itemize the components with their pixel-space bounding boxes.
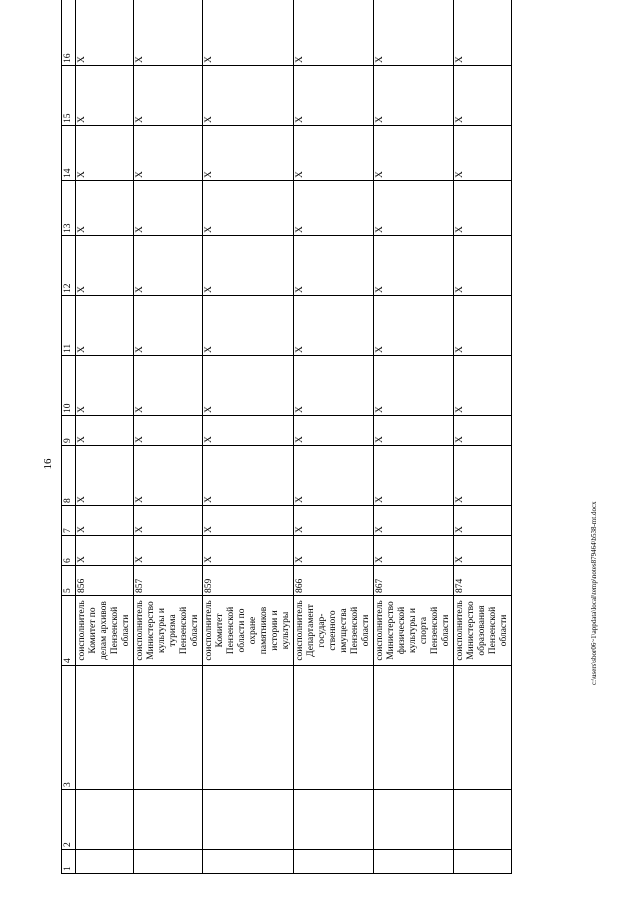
mark-cell: X	[454, 236, 512, 296]
mark-cell: X	[76, 236, 134, 296]
agency-cell	[294, 596, 374, 666]
mark-cell: X	[76, 296, 134, 356]
mark-cell: X	[134, 416, 203, 446]
table-row	[294, 0, 374, 874]
mark-cell: X	[294, 446, 374, 506]
mark-cell: X	[294, 181, 374, 236]
empty-cell	[76, 666, 134, 790]
code-cell: 859	[203, 566, 294, 596]
mark-cell: X	[374, 181, 454, 236]
column-header-3: 3	[62, 666, 76, 790]
mark-cell: X	[454, 181, 512, 236]
agency-name: Департамент государ-ственного имущества Пензенской области	[306, 604, 371, 657]
mark-cell: X	[76, 181, 134, 236]
agency-cell	[454, 596, 512, 666]
table-row	[454, 0, 512, 874]
empty-cell	[76, 850, 134, 874]
mark-cell: X	[76, 416, 134, 446]
header-row	[62, 0, 76, 874]
role-label: соисполнитель	[204, 600, 214, 661]
column-header-16: 16	[62, 0, 76, 66]
role-label: соисполнитель	[295, 600, 305, 661]
mark-cell: X	[203, 66, 294, 126]
table-row	[374, 0, 454, 874]
column-header-10: 10	[62, 356, 76, 416]
mark-cell: X	[294, 416, 374, 446]
mark-cell: X	[134, 0, 203, 66]
mark-cell: X	[454, 416, 512, 446]
mark-cell: X	[294, 506, 374, 536]
agency-name: Комитет по делам архивов Пензенской области	[88, 601, 131, 660]
column-header-1: 1	[62, 850, 76, 874]
mark-cell: X	[76, 66, 134, 126]
code-cell: 874	[454, 566, 512, 596]
mark-cell: X	[454, 536, 512, 566]
mark-cell: X	[374, 536, 454, 566]
empty-cell	[454, 666, 512, 790]
column-header-12: 12	[62, 236, 76, 296]
empty-cell	[454, 850, 512, 874]
budget-table-rotated	[61, 16, 529, 874]
table-row	[134, 0, 203, 874]
mark-cell: X	[134, 446, 203, 506]
mark-cell: X	[454, 446, 512, 506]
column-header-9: 9	[62, 416, 76, 446]
mark-cell: X	[294, 126, 374, 181]
mark-cell: X	[294, 356, 374, 416]
code-cell: 857	[134, 566, 203, 596]
mark-cell: X	[134, 126, 203, 181]
code-cell: 867	[374, 566, 454, 596]
agency-name: Комитет Пензенской области по охране памятников истории и культуры	[215, 606, 291, 655]
column-header-8: 8	[62, 446, 76, 506]
mark-cell: X	[76, 536, 134, 566]
mark-cell: X	[294, 536, 374, 566]
code-cell: 866	[294, 566, 374, 596]
empty-cell	[454, 790, 512, 850]
agency-cell	[374, 596, 454, 666]
empty-cell	[203, 850, 294, 874]
mark-cell: X	[203, 236, 294, 296]
mark-cell: X	[203, 181, 294, 236]
column-header-14: 14	[62, 126, 76, 181]
mark-cell: X	[134, 356, 203, 416]
budget-table	[61, 0, 512, 874]
mark-cell: X	[454, 296, 512, 356]
role-label: соисполнитель	[135, 600, 145, 661]
mark-cell: X	[374, 126, 454, 181]
mark-cell: X	[294, 0, 374, 66]
empty-cell	[374, 666, 454, 790]
mark-cell: X	[374, 416, 454, 446]
mark-cell: X	[203, 536, 294, 566]
mark-cell: X	[134, 296, 203, 356]
mark-cell: X	[374, 356, 454, 416]
empty-cell	[294, 790, 374, 850]
mark-cell: X	[374, 236, 454, 296]
role-label: соисполнитель	[455, 600, 465, 661]
mark-cell: X	[454, 126, 512, 181]
mark-cell: X	[203, 416, 294, 446]
mark-cell: X	[374, 446, 454, 506]
mark-cell: X	[294, 296, 374, 356]
page-number: 16	[42, 458, 54, 470]
agency-name: Министерство физической культуры и спорта Пензенской области	[386, 601, 451, 660]
mark-cell: X	[374, 506, 454, 536]
mark-cell: X	[134, 181, 203, 236]
mark-cell: X	[374, 0, 454, 66]
mark-cell: X	[134, 506, 203, 536]
empty-cell	[203, 790, 294, 850]
mark-cell: X	[294, 66, 374, 126]
mark-cell: X	[374, 296, 454, 356]
mark-cell: X	[203, 126, 294, 181]
mark-cell: X	[76, 446, 134, 506]
table-body	[76, 0, 512, 874]
column-header-5: 5	[62, 566, 76, 596]
table-row	[203, 0, 294, 874]
role-label: соисполнитель	[375, 600, 385, 661]
agency-name: Министерство образования Пензенской области	[466, 601, 509, 660]
empty-cell	[203, 666, 294, 790]
agency-cell	[134, 596, 203, 666]
empty-cell	[294, 850, 374, 874]
empty-cell	[134, 666, 203, 790]
table-row	[76, 0, 134, 874]
mark-cell: X	[134, 66, 203, 126]
code-cell: 856	[76, 566, 134, 596]
mark-cell: X	[76, 506, 134, 536]
mark-cell: X	[203, 446, 294, 506]
column-header-15: 15	[62, 66, 76, 126]
empty-cell	[134, 850, 203, 874]
mark-cell: X	[454, 356, 512, 416]
column-header-4: 4	[62, 596, 76, 666]
column-header-6: 6	[62, 536, 76, 566]
empty-cell	[76, 790, 134, 850]
agency-cell	[76, 596, 134, 666]
mark-cell: X	[203, 506, 294, 536]
empty-cell	[294, 666, 374, 790]
mark-cell: X	[76, 356, 134, 416]
column-header-7: 7	[62, 506, 76, 536]
mark-cell: X	[203, 0, 294, 66]
mark-cell: X	[454, 506, 512, 536]
mark-cell: X	[76, 0, 134, 66]
mark-cell: X	[134, 236, 203, 296]
mark-cell: X	[454, 66, 512, 126]
empty-cell	[374, 790, 454, 850]
column-header-13: 13	[62, 181, 76, 236]
column-header-11: 11	[62, 296, 76, 356]
mark-cell: X	[374, 66, 454, 126]
mark-cell: X	[294, 236, 374, 296]
mark-cell: X	[134, 536, 203, 566]
agency-cell	[203, 596, 294, 666]
mark-cell: X	[454, 0, 512, 66]
mark-cell: X	[203, 296, 294, 356]
column-header-2: 2	[62, 790, 76, 850]
empty-cell	[374, 850, 454, 874]
mark-cell: X	[76, 126, 134, 181]
mark-cell: X	[203, 356, 294, 416]
agency-name: Министерство культуры и туризма Пензенской области	[146, 601, 200, 660]
empty-cell	[134, 790, 203, 850]
footer-path: c:\users\sbor06~1\appdata\local\temp\notes879464\b538-mt.docx	[590, 501, 598, 685]
role-label: соисполнитель	[77, 600, 87, 661]
